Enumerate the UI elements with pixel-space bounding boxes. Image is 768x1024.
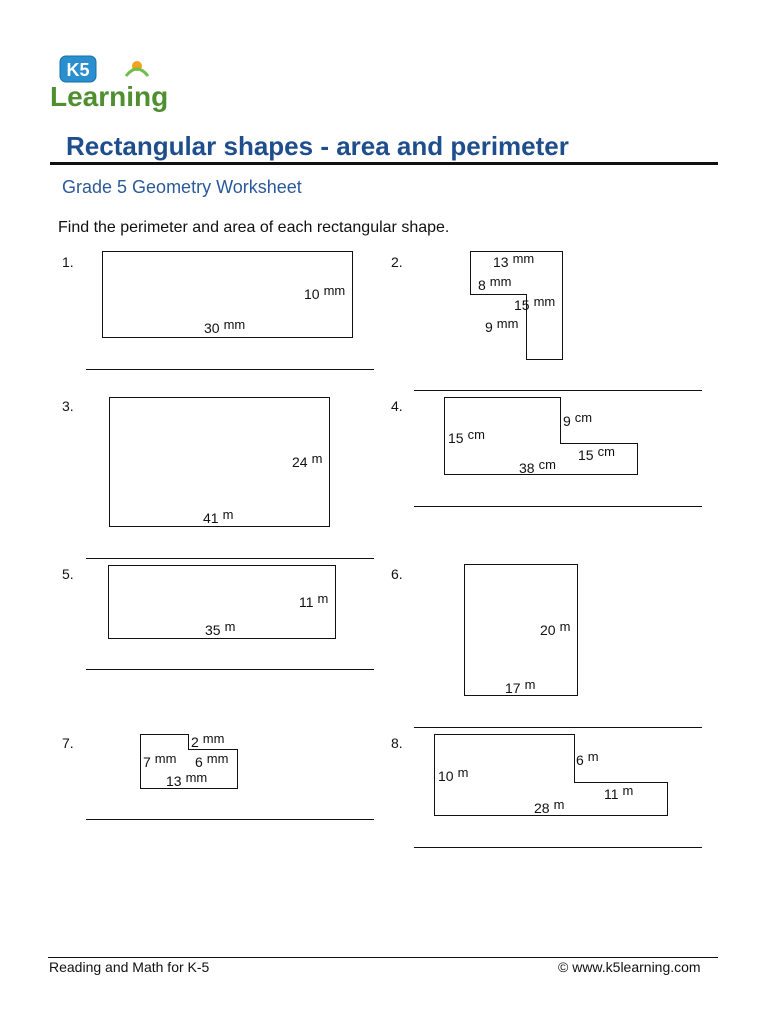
answer-line[interactable] [86, 558, 374, 559]
dimension-label: 9 cm [563, 410, 593, 429]
answer-line[interactable] [414, 390, 702, 391]
dimension-label: 2 mm [191, 731, 225, 750]
page-subtitle: Grade 5 Geometry Worksheet [62, 177, 302, 197]
footer-tagline: Reading and Math for K-5 [49, 959, 210, 975]
page-title: Rectangular shapes - area and perimeter [66, 131, 569, 161]
dimension-label: 28 m [534, 797, 565, 816]
dimension-label: 15 cm [578, 444, 615, 463]
dimension-label: 10 mm [304, 283, 346, 302]
dimension-label: 41 m [203, 507, 234, 526]
dimension-label: 15 mm [514, 294, 556, 313]
dimension-label: 6 m [576, 749, 599, 768]
dimension-label: 17 m [505, 677, 536, 696]
dimension-label: 10 m [438, 765, 469, 784]
footer-website-link[interactable]: © www.k5learning.com [558, 959, 701, 975]
title-divider [50, 162, 718, 165]
dimension-label: 13 mm [493, 251, 535, 270]
dimension-label: 6 mm [195, 751, 229, 770]
dimension-label: 13 mm [166, 770, 208, 789]
problem-number: 3. [62, 398, 74, 414]
dimension-label: 35 m [205, 619, 236, 638]
problem-number: 6. [391, 566, 403, 582]
dimension-label: 15 cm [448, 427, 485, 446]
answer-line[interactable] [86, 369, 374, 370]
dimension-label: 20 m [540, 619, 571, 638]
k5-learning-logo [48, 52, 188, 114]
problem-number: 1. [62, 254, 74, 270]
problem-number: 4. [391, 398, 403, 414]
footer-divider [48, 957, 718, 958]
dimension-label: 8 mm [478, 274, 512, 293]
dimension-label: 9 mm [485, 316, 519, 335]
problem-number: 7. [62, 735, 74, 751]
dimension-label: 30 mm [204, 317, 246, 336]
dimension-label: 24 m [292, 451, 323, 470]
dimension-label: 7 mm [143, 751, 177, 770]
instructions: Find the perimeter and area of each rectangular shape. [58, 219, 450, 236]
answer-line[interactable] [86, 819, 374, 820]
answer-line[interactable] [86, 669, 374, 670]
problem-number: 5. [62, 566, 74, 582]
answer-line[interactable] [414, 727, 702, 728]
dimension-label: 38 cm [519, 457, 556, 476]
answer-line[interactable] [414, 847, 702, 848]
dimension-label: 11 m [299, 591, 329, 610]
logo-learning-text: Learning [50, 81, 169, 112]
problem-number: 2. [391, 254, 403, 270]
problem-number: 8. [391, 735, 403, 751]
logo-k5-text: K5 [66, 60, 90, 80]
dimension-label: 11 m [604, 783, 634, 802]
answer-line[interactable] [414, 506, 702, 507]
